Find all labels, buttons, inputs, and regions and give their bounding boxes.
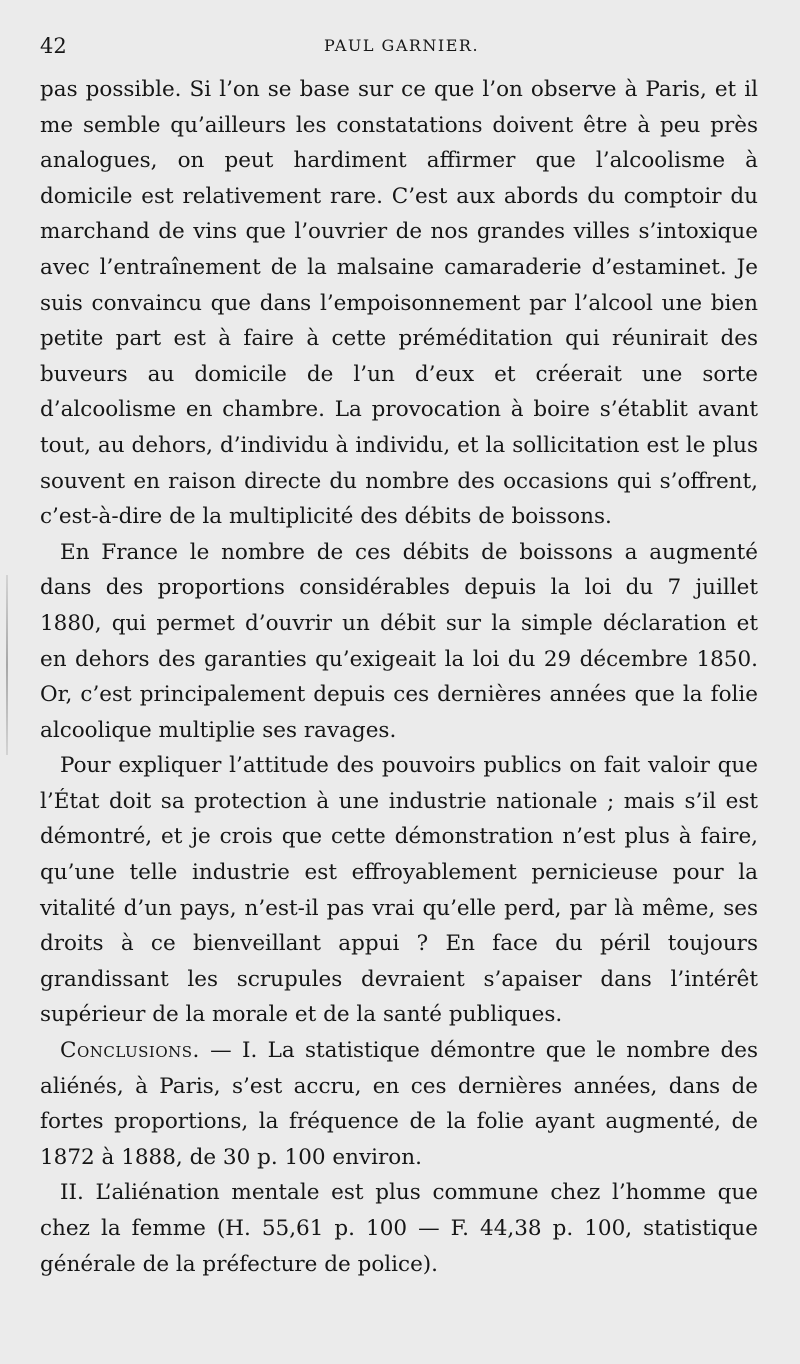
body-text	[40, 72, 758, 1282]
conclusion-item-2: II. L’aliénation mentale est plus commune chez l’homme que chez la femme (H. 55,61 p. 100 — F. 44,38 p. 100, statistique générale de la préfecture de police).	[40, 1180, 758, 1277]
scan-margin-mark	[6, 575, 8, 755]
paragraph-debits: En France le nombre de ces débits de boissons a augmenté dans des proportions considérables depuis la loi du 7 juillet 1880, qui permet d’ouvrir un débit sur la simple déclaration et en dehors des garanties qu’exigeait la loi du 29 décembre 1850. Or, c’est principalement depuis ces dernières années que la folie alcoolique multiplie ses ravages.	[40, 539, 758, 743]
paragraph-pouvoirs-publics: Pour expliquer l’attitude des pouvoirs publics on fait valoir que l’État doit sa protection à une industrie nationale ; mais s’il est démontré, et je crois que cette démonstration n’est plus à faire, qu’une telle industrie est effroyablement pernicieuse pour la vitalité d’un pays, n’est-il pas vrai qu’elle perd, par là même, ses droits à ce bienveillant appui ? En face du péril toujours grandissant les scrupules devraient s’apaiser dans l’intérêt supérieur de la morale et de la santé publiques.	[40, 753, 758, 1028]
running-title: PAUL GARNIER.	[324, 36, 480, 55]
paragraph-continuation: pas possible. Si l’on se base sur ce que l’on observe à Paris, et il me semble qu’ailleurs les constatations doivent être à peu près analogues, on peut hardiment affirmer que l’alcoolisme à domicile est relativement rare. C’est aux abords du comptoir du marchand de vins que l’ouvrier de nos grandes villes s’intoxique avec l’entraînement de la malsaine camaraderie d’estaminet. Je suis convaincu que dans l’empoisonnement par l’alcool une bien petite part est à faire à cette préméditation qui réunirait des buveurs au domicile de l’un d’eux et créerait une sorte d’alcoolisme en chambre. La provocation à boire s’établit avant tout, au dehors, d’individu à individu, et la sollicitation est le plus souvent en raison directe du nombre des occasions qui s’offrent, c’est-à-dire de la multiplicité des débits de boissons.	[40, 77, 758, 530]
running-header	[40, 30, 758, 70]
page-number: 42	[40, 34, 67, 58]
conclusion-item-1	[40, 1033, 758, 1175]
conclusion-item-1-text: — I. La statistique démontre que le nombre des aliénés, à Paris, s’est accru, en ces dernières années, dans de fortes proportions, la fréquence de la folie ayant augmenté, de 1872 à 1888, de 30 p. 100 environ.	[40, 1038, 758, 1170]
conclusions-label: Conclusions.	[60, 1038, 200, 1064]
